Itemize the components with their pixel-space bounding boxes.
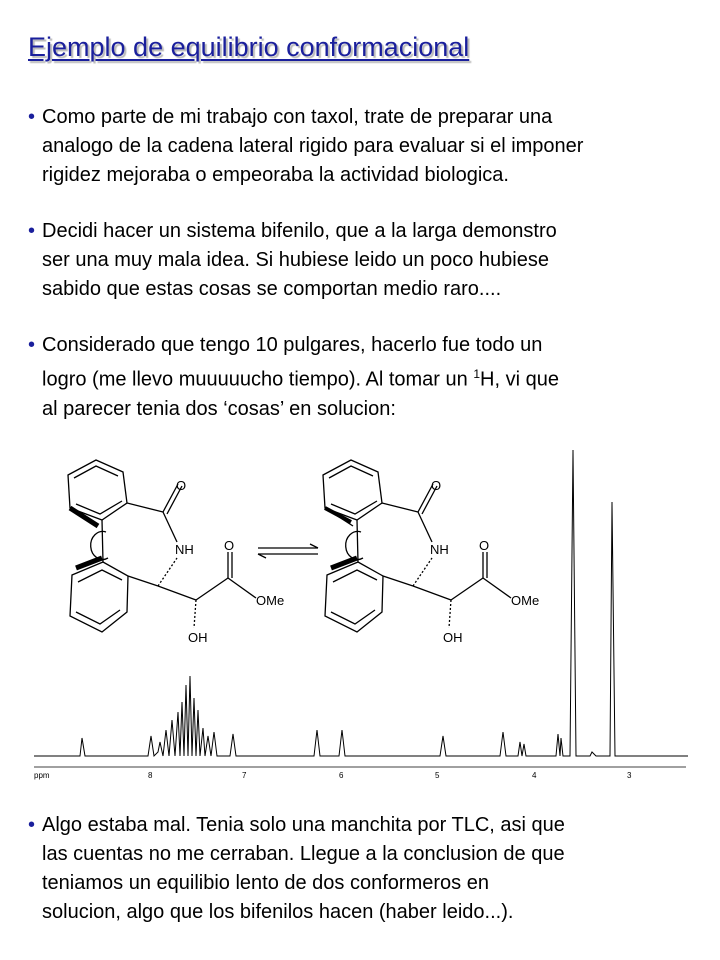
nh-label: NH xyxy=(175,542,194,557)
bullet-dot: • xyxy=(28,220,36,242)
bullet-line-nmr xyxy=(28,360,708,395)
bullet-line: las cuentas no me cerraban. Llegue a la conclusion de que xyxy=(42,843,565,865)
oxygen-label: O xyxy=(224,538,235,553)
axis-unit-label: ppm xyxy=(34,771,50,780)
oxygen-label: O xyxy=(479,538,490,553)
benzene-ring-lower xyxy=(70,562,128,632)
bullet-line-text: H, vi que xyxy=(480,368,559,391)
oh-label: OH xyxy=(443,630,463,645)
ome-label: OMe xyxy=(256,593,285,608)
nmr-figure xyxy=(30,440,690,790)
bullet-line: analogo de la cadena lateral rigido para evaluar si el imponer xyxy=(42,135,584,157)
bullet-synthesis xyxy=(28,331,708,424)
bullet-line: Como parte de mi trabajo con taxol, trate de preparar una xyxy=(42,106,553,128)
bullet-line: sabido que estas cosas se comportan medio raro.... xyxy=(42,278,502,300)
oxygen-label: O xyxy=(431,478,442,493)
rotation-arrow xyxy=(91,531,108,559)
tick-label: 6 xyxy=(339,771,344,780)
page-title: Ejemplo de equilibrio conformacional xyxy=(28,32,470,62)
bullet-line: rigidez mejoraba o empeoraba la actividad biologica. xyxy=(42,164,509,186)
tick-label: 4 xyxy=(532,771,537,780)
tick-label: 5 xyxy=(435,771,440,780)
bullet-taxol xyxy=(28,103,708,190)
bullet-conclusion xyxy=(28,811,708,927)
bullet-line: solucion, algo que los bifenilos hacen (haber leido...). xyxy=(42,901,514,923)
nh-label: NH xyxy=(430,542,449,557)
bullet-dot: • xyxy=(28,334,36,356)
bullet-line: Considerado que tengo 10 pulgares, hacerlo fue todo un xyxy=(42,334,543,356)
bullet-line: teniamos un equilibio lento de dos conformeros en xyxy=(42,872,489,894)
bullet-line: ser una muy mala idea. Si hubiese leido un poco hubiese xyxy=(42,249,549,271)
bullet-dot: • xyxy=(28,106,36,128)
tick-label: 3 xyxy=(627,771,632,780)
bullet-dot: • xyxy=(28,814,36,836)
bullet-line: al parecer tenia dos ‘cosas’ en solucion: xyxy=(42,397,396,420)
tick-label: 7 xyxy=(242,771,247,780)
equilibrium-arrows xyxy=(258,544,318,558)
superscript: 1 xyxy=(473,367,481,381)
bullet-line: Algo estaba mal. Tenia solo una manchita por TLC, asi que xyxy=(42,814,565,836)
bullet-line: Decidi hacer un sistema bifenilo, que a la larga demonstro xyxy=(42,220,557,242)
oh-label: OH xyxy=(188,630,208,645)
bullet-line-text: logro (me llevo muuuuucho tiempo). Al tomar un xyxy=(42,368,474,391)
bullet-biphenyl xyxy=(28,217,708,304)
oxygen-label: O xyxy=(176,478,187,493)
nmr-spectrum-trace xyxy=(34,450,688,756)
figure-svg xyxy=(30,440,690,790)
tick-label: 8 xyxy=(148,771,153,780)
ome-label: OMe xyxy=(511,593,540,608)
